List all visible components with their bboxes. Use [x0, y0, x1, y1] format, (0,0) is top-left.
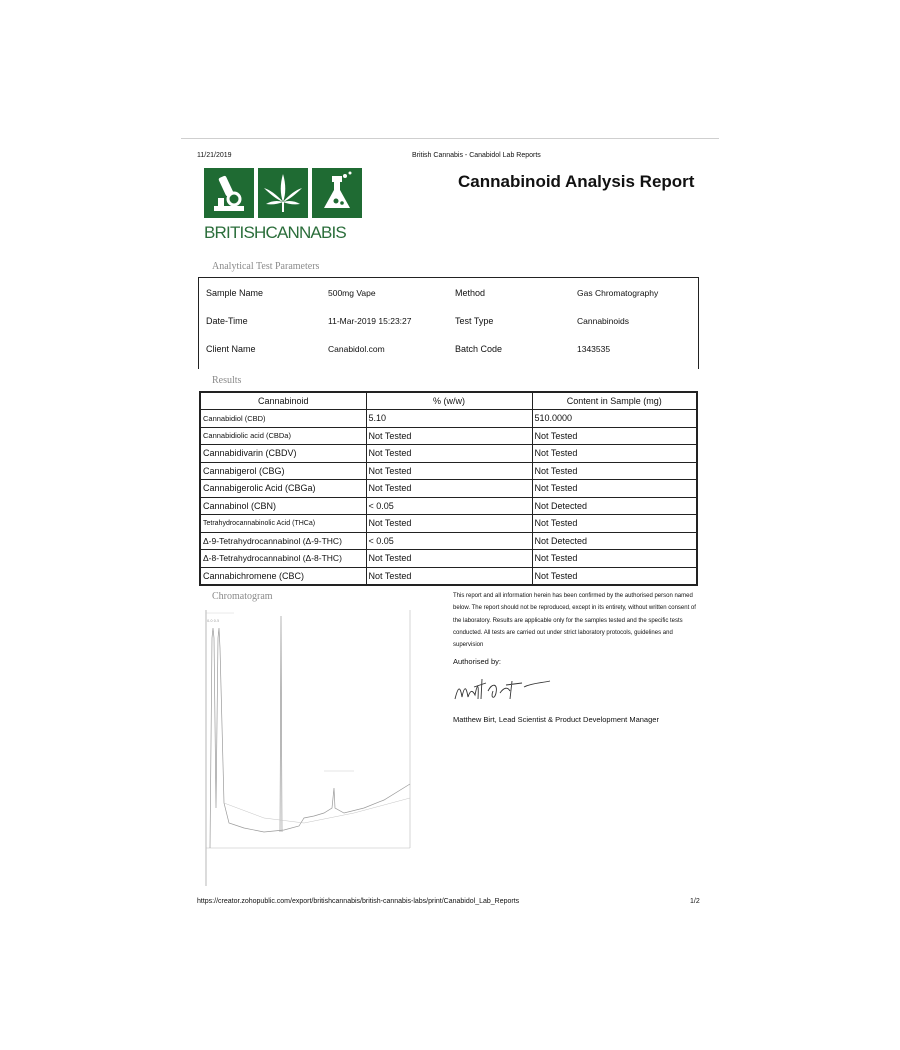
signature-image — [452, 673, 552, 707]
table-row — [200, 567, 697, 585]
cannabinoid-cell: Cannabidivarin (CBDV) — [200, 445, 366, 463]
results-table — [199, 391, 698, 586]
content-cell: Not Tested — [532, 427, 697, 445]
table-row — [200, 427, 697, 445]
content-cell: Not Tested — [532, 550, 697, 568]
param-key: Sample Name — [206, 288, 264, 298]
content-cell: Not Tested — [532, 515, 697, 533]
content-cell: Not Tested — [532, 480, 697, 498]
chromatogram-section-label: Chromatogram — [212, 591, 273, 602]
authorised-by-label: Authorised by: — [453, 657, 501, 666]
param-value: 11-Mar-2019 15:23:27 — [328, 316, 412, 326]
param-key: Batch Code — [455, 344, 503, 354]
param-row — [199, 316, 698, 330]
percent-cell: Not Tested — [366, 515, 532, 533]
column-header: Cannabinoid — [200, 392, 366, 410]
param-row — [199, 344, 698, 358]
param-key: Client Name — [206, 344, 256, 354]
cannabinoid-cell: Cannabigerolic Acid (CBGa) — [200, 480, 366, 498]
footer-url: https://creator.zohopublic.com/export/britishcannabis/british-cannabis-labs/print/Canabidol_Lab_Reports — [197, 898, 520, 905]
content-cell: Not Tested — [532, 567, 697, 585]
param-value: Cannabinoids — [577, 316, 629, 326]
parameters-section-label: Analytical Test Parameters — [212, 261, 320, 272]
table-row — [200, 550, 697, 568]
table-row — [200, 480, 697, 498]
top-divider — [181, 138, 719, 139]
table-row — [200, 445, 697, 463]
percent-cell: Not Tested — [366, 427, 532, 445]
page-number: 1/2 — [690, 898, 700, 905]
cannabinoid-cell: Δ-9-Tetrahydrocannabinol (Δ-9-THC) — [200, 532, 366, 550]
content-cell: Not Detected — [532, 532, 697, 550]
cannabinoid-cell: Cannabidiolic acid (CBDa) — [200, 427, 366, 445]
percent-cell: 5.10 — [366, 410, 532, 428]
table-row — [200, 515, 697, 533]
table-header-row — [200, 392, 697, 410]
cannabinoid-cell: Cannabidiol (CBD) — [200, 410, 366, 428]
percent-cell: < 0.05 — [366, 532, 532, 550]
table-row — [200, 462, 697, 480]
cannabis-leaf-icon — [258, 168, 308, 218]
test-parameters-box — [198, 277, 699, 369]
param-key: Method — [455, 288, 486, 298]
cannabinoid-cell: Cannabinol (CBN) — [200, 497, 366, 515]
param-key: Date-Time — [206, 316, 248, 326]
content-cell: 510.0000 — [532, 410, 697, 428]
disclaimer-text: This report and all information herein has been confirmed by the authorised person named below. The report should not be reproduced, except in its entirety, without written consent of the laboratory. Results are applicable only for the samples tested and the specific tests conducted. All tests are carried out under strict laboratory protocols, guidelines and supervision — [453, 593, 696, 649]
table-row — [200, 532, 697, 550]
param-key: Test Type — [455, 316, 494, 326]
cannabinoid-cell: Δ-8-Tetrahydrocannabinol (Δ-8-THC) — [200, 550, 366, 568]
param-value: 500mg Vape — [328, 288, 376, 298]
percent-cell: Not Tested — [366, 550, 532, 568]
report-title: Cannabinoid Analysis Report — [458, 172, 695, 191]
percent-cell: Not Tested — [366, 480, 532, 498]
table-row — [200, 410, 697, 428]
percent-cell: Not Tested — [366, 462, 532, 480]
column-header: % (w/w) — [366, 392, 532, 410]
cannabinoid-cell: Cannabichromene (CBC) — [200, 567, 366, 585]
content-cell: Not Detected — [532, 497, 697, 515]
content-cell: Not Tested — [532, 462, 697, 480]
print-header-title: British Cannabis - Canabidol Lab Reports — [412, 152, 541, 159]
flask-icon — [312, 168, 362, 218]
cannabinoid-cell: Tetrahydrocannabinolic Acid (THCa) — [200, 515, 366, 533]
svg-text:0.0 0.5: 0.0 0.5 — [207, 619, 220, 623]
percent-cell: < 0.05 — [366, 497, 532, 515]
param-value: 1343535 — [577, 344, 611, 354]
param-value: Gas Chromatography — [577, 288, 659, 298]
content-cell: Not Tested — [532, 445, 697, 463]
table-row — [200, 497, 697, 515]
chromatogram-image — [204, 608, 412, 886]
microscope-icon — [204, 168, 254, 218]
param-value: Canabidol.com — [328, 344, 385, 354]
signer-name: Matthew Birt, Lead Scientist & Product Development Manager — [453, 715, 659, 724]
print-date: 11/21/2019 — [197, 152, 232, 159]
column-header: Content in Sample (mg) — [532, 392, 697, 410]
param-row — [199, 288, 698, 302]
percent-cell: Not Tested — [366, 567, 532, 585]
logo-wordmark: BRITISHCANNABIS — [204, 223, 346, 242]
british-cannabis-logo — [204, 168, 362, 243]
results-section-label: Results — [212, 375, 242, 386]
percent-cell: Not Tested — [366, 445, 532, 463]
cannabinoid-cell: Cannabigerol (CBG) — [200, 462, 366, 480]
